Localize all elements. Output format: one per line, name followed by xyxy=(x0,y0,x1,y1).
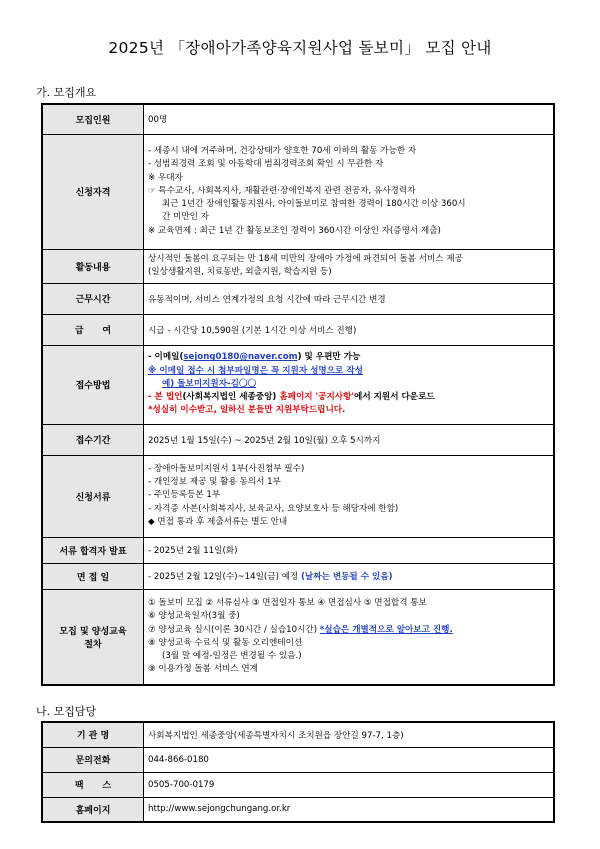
label-hours: 근무시간 xyxy=(42,283,144,314)
label-period: 접수기간 xyxy=(42,424,144,455)
contact-table xyxy=(41,721,555,823)
value-phone: 044-866-0180 xyxy=(144,747,555,772)
email-link[interactable]: sejong0180@naver.com xyxy=(183,352,298,363)
overview-table xyxy=(41,103,555,686)
value-fax: 0505-700-0179 xyxy=(144,772,555,797)
row-interview xyxy=(42,563,554,589)
page-title: 2025년 「장애아가족양육지원사업 돌보미」 모집 안내 xyxy=(108,39,492,57)
method-line xyxy=(148,391,549,404)
procedure-line: ⑧ 양성교육 수료식 및 활동 오리엔테이션 xyxy=(148,637,303,648)
docs-line: - 개인정보 제공 및 활용 동의서 1부 xyxy=(148,477,281,488)
row-method xyxy=(42,345,554,424)
label-fax: 팩 스 xyxy=(42,772,144,797)
method-line: *성실히 이수받고, 일하신 분들만 지원부탁드립니다. xyxy=(148,405,346,416)
value-count: 00명 xyxy=(144,104,555,134)
method-line: 예) 돌보미지원자-김〇〇 xyxy=(162,378,257,389)
value-activity xyxy=(144,249,555,283)
row-announce xyxy=(42,537,554,563)
label-web: 홈페이지 xyxy=(42,797,144,822)
activity-line: (일상생활지원, 치료동반, 외출지원, 학습지원 등) xyxy=(148,267,332,277)
method-text: 에서 지원서 다운로드 xyxy=(354,392,435,403)
value-pay: 시급 - 시간당 10,590원 (기본 1시간 이상 서비스 진행) xyxy=(144,314,555,345)
value-method xyxy=(144,345,555,424)
row-web xyxy=(42,797,554,822)
procedure-line: ⑥ 양성교육일자(3월 중) xyxy=(148,611,240,622)
docs-line: ◆ 면접 통과 후 제출서류는 별도 안내 xyxy=(148,516,288,527)
row-fax xyxy=(42,772,554,797)
row-activity xyxy=(42,249,554,283)
method-text: 홈페이지 '공지사항' xyxy=(276,392,355,403)
method-line xyxy=(148,351,549,364)
method-text: - 본 법인 xyxy=(148,392,183,403)
row-pay xyxy=(42,314,554,345)
procedure-line: (3월 말 예정-일정은 변경될 수 있음.) xyxy=(162,650,302,661)
qual-line: ※ 우대자 xyxy=(148,172,183,183)
row-org xyxy=(42,722,554,747)
activity-line: 상시적인 돌봄이 요구되는 만 18세 미만의 장애아 가정에 파견되어 돌봄 서비스 제공 xyxy=(148,253,463,264)
value-qualification xyxy=(144,134,555,249)
label-phone: 문의전화 xyxy=(42,747,144,772)
qual-line: ※ 교육면제 : 최근 1년 간 활동보조인 경력이 360시간 이상인 자(증명서 제출) xyxy=(148,225,441,236)
interview-date: - 2025년 2월 12일(수)~14일(금) 예정 xyxy=(148,572,301,582)
method-line: ※ 이메일 접수 시 첨부파일명은 꼭 지원자 성명으로 작성 xyxy=(148,365,363,376)
row-count xyxy=(42,104,554,134)
docs-line: - 자격증 사본(사회복지사, 보육교사, 요양보호사 등 해당자에 한함) xyxy=(148,503,399,514)
value-hours: 유동적이며, 서비스 연계가정의 요청 시간에 따라 근무시간 변경 xyxy=(144,283,555,314)
row-hours xyxy=(42,283,554,314)
value-web[interactable]: http://www.sejongchungang.or.kr xyxy=(144,797,555,822)
value-period: 2025년 1월 15일(수) ~ 2025년 2월 10일(월) 오후 5시까지 xyxy=(144,424,555,455)
method-text: (사회복지법인 세종중앙) xyxy=(182,392,277,403)
label-procedure xyxy=(42,589,144,685)
procedure-label-line: 절차 xyxy=(84,639,102,650)
value-interview xyxy=(144,563,555,589)
section-heading-contact: 나. 모집담당 xyxy=(36,705,97,718)
value-announce: - 2025년 2월 11일(화) xyxy=(144,537,555,563)
qual-line: 간 미만인 자 xyxy=(162,212,209,223)
row-procedure xyxy=(42,589,554,685)
qual-line: ☞ 특수교사, 사회복지사, 재활관련·장애인복지 관련 전공자, 유사경력자 xyxy=(148,185,416,196)
label-count: 모집인원 xyxy=(42,104,144,134)
procedure-label-line: 모집 및 양성교육 xyxy=(59,626,127,637)
docs-line: - 장애아돌보미지원서 1부(사진첨부 필수) xyxy=(148,463,305,474)
label-documents: 신청서류 xyxy=(42,455,144,537)
procedure-note: *실습은 개별적으로 알아보고 진행. xyxy=(319,624,453,635)
label-interview: 면 접 일 xyxy=(42,563,144,589)
section-heading-overview: 가. 모집개요 xyxy=(36,86,97,99)
label-org: 기 관 명 xyxy=(42,722,144,747)
label-qualification: 신청자격 xyxy=(42,134,144,249)
qual-line: 최근 1년간 장애인활동지원사, 아이돌보미로 참여한 경력이 180시간 이상 360시 xyxy=(162,199,466,210)
value-documents xyxy=(144,455,555,537)
value-procedure xyxy=(144,589,555,685)
procedure-line: ① 돌보미 모집 ② 서류심사 ③ 면접일자 통보 ④ 면접심사 ⑤ 면접합격 통보 xyxy=(148,598,427,609)
value-org: 사회복지법인 세종중앙(세종특별자치시 조치원읍 장안길 97-7, 1층) xyxy=(144,722,555,747)
label-pay: 급 여 xyxy=(42,314,144,345)
procedure-text: ⑦ 양성교육 실시(이론 30시간 / 실습10시간) xyxy=(148,624,320,635)
qual-line: - 세종시 내에 거주하며, 건강상태가 양호한 70세 이하의 활동 가능한 자 xyxy=(148,146,417,157)
procedure-line xyxy=(148,624,549,637)
row-documents xyxy=(42,455,554,537)
docs-line: - 주민등록등본 1부 xyxy=(148,490,221,501)
procedure-line: ⑨ 이용가정 돌봄 서비스 연계 xyxy=(148,664,258,675)
row-qualification xyxy=(42,134,554,249)
qual-line: - 성범죄경력 조회 및 아동학대 범죄경력조회 확인 시 무관한 자 xyxy=(148,159,384,170)
label-announce: 서류 합격자 발표 xyxy=(42,537,144,563)
method-text: ) 및 우편만 가능 xyxy=(297,352,361,363)
label-activity: 활동내용 xyxy=(42,249,144,283)
row-phone xyxy=(42,747,554,772)
interview-note: (날짜는 변동될 수 있음) xyxy=(301,572,393,582)
row-period xyxy=(42,424,554,455)
label-method: 접수방법 xyxy=(42,345,144,424)
method-text: - 이메일( xyxy=(148,352,184,363)
